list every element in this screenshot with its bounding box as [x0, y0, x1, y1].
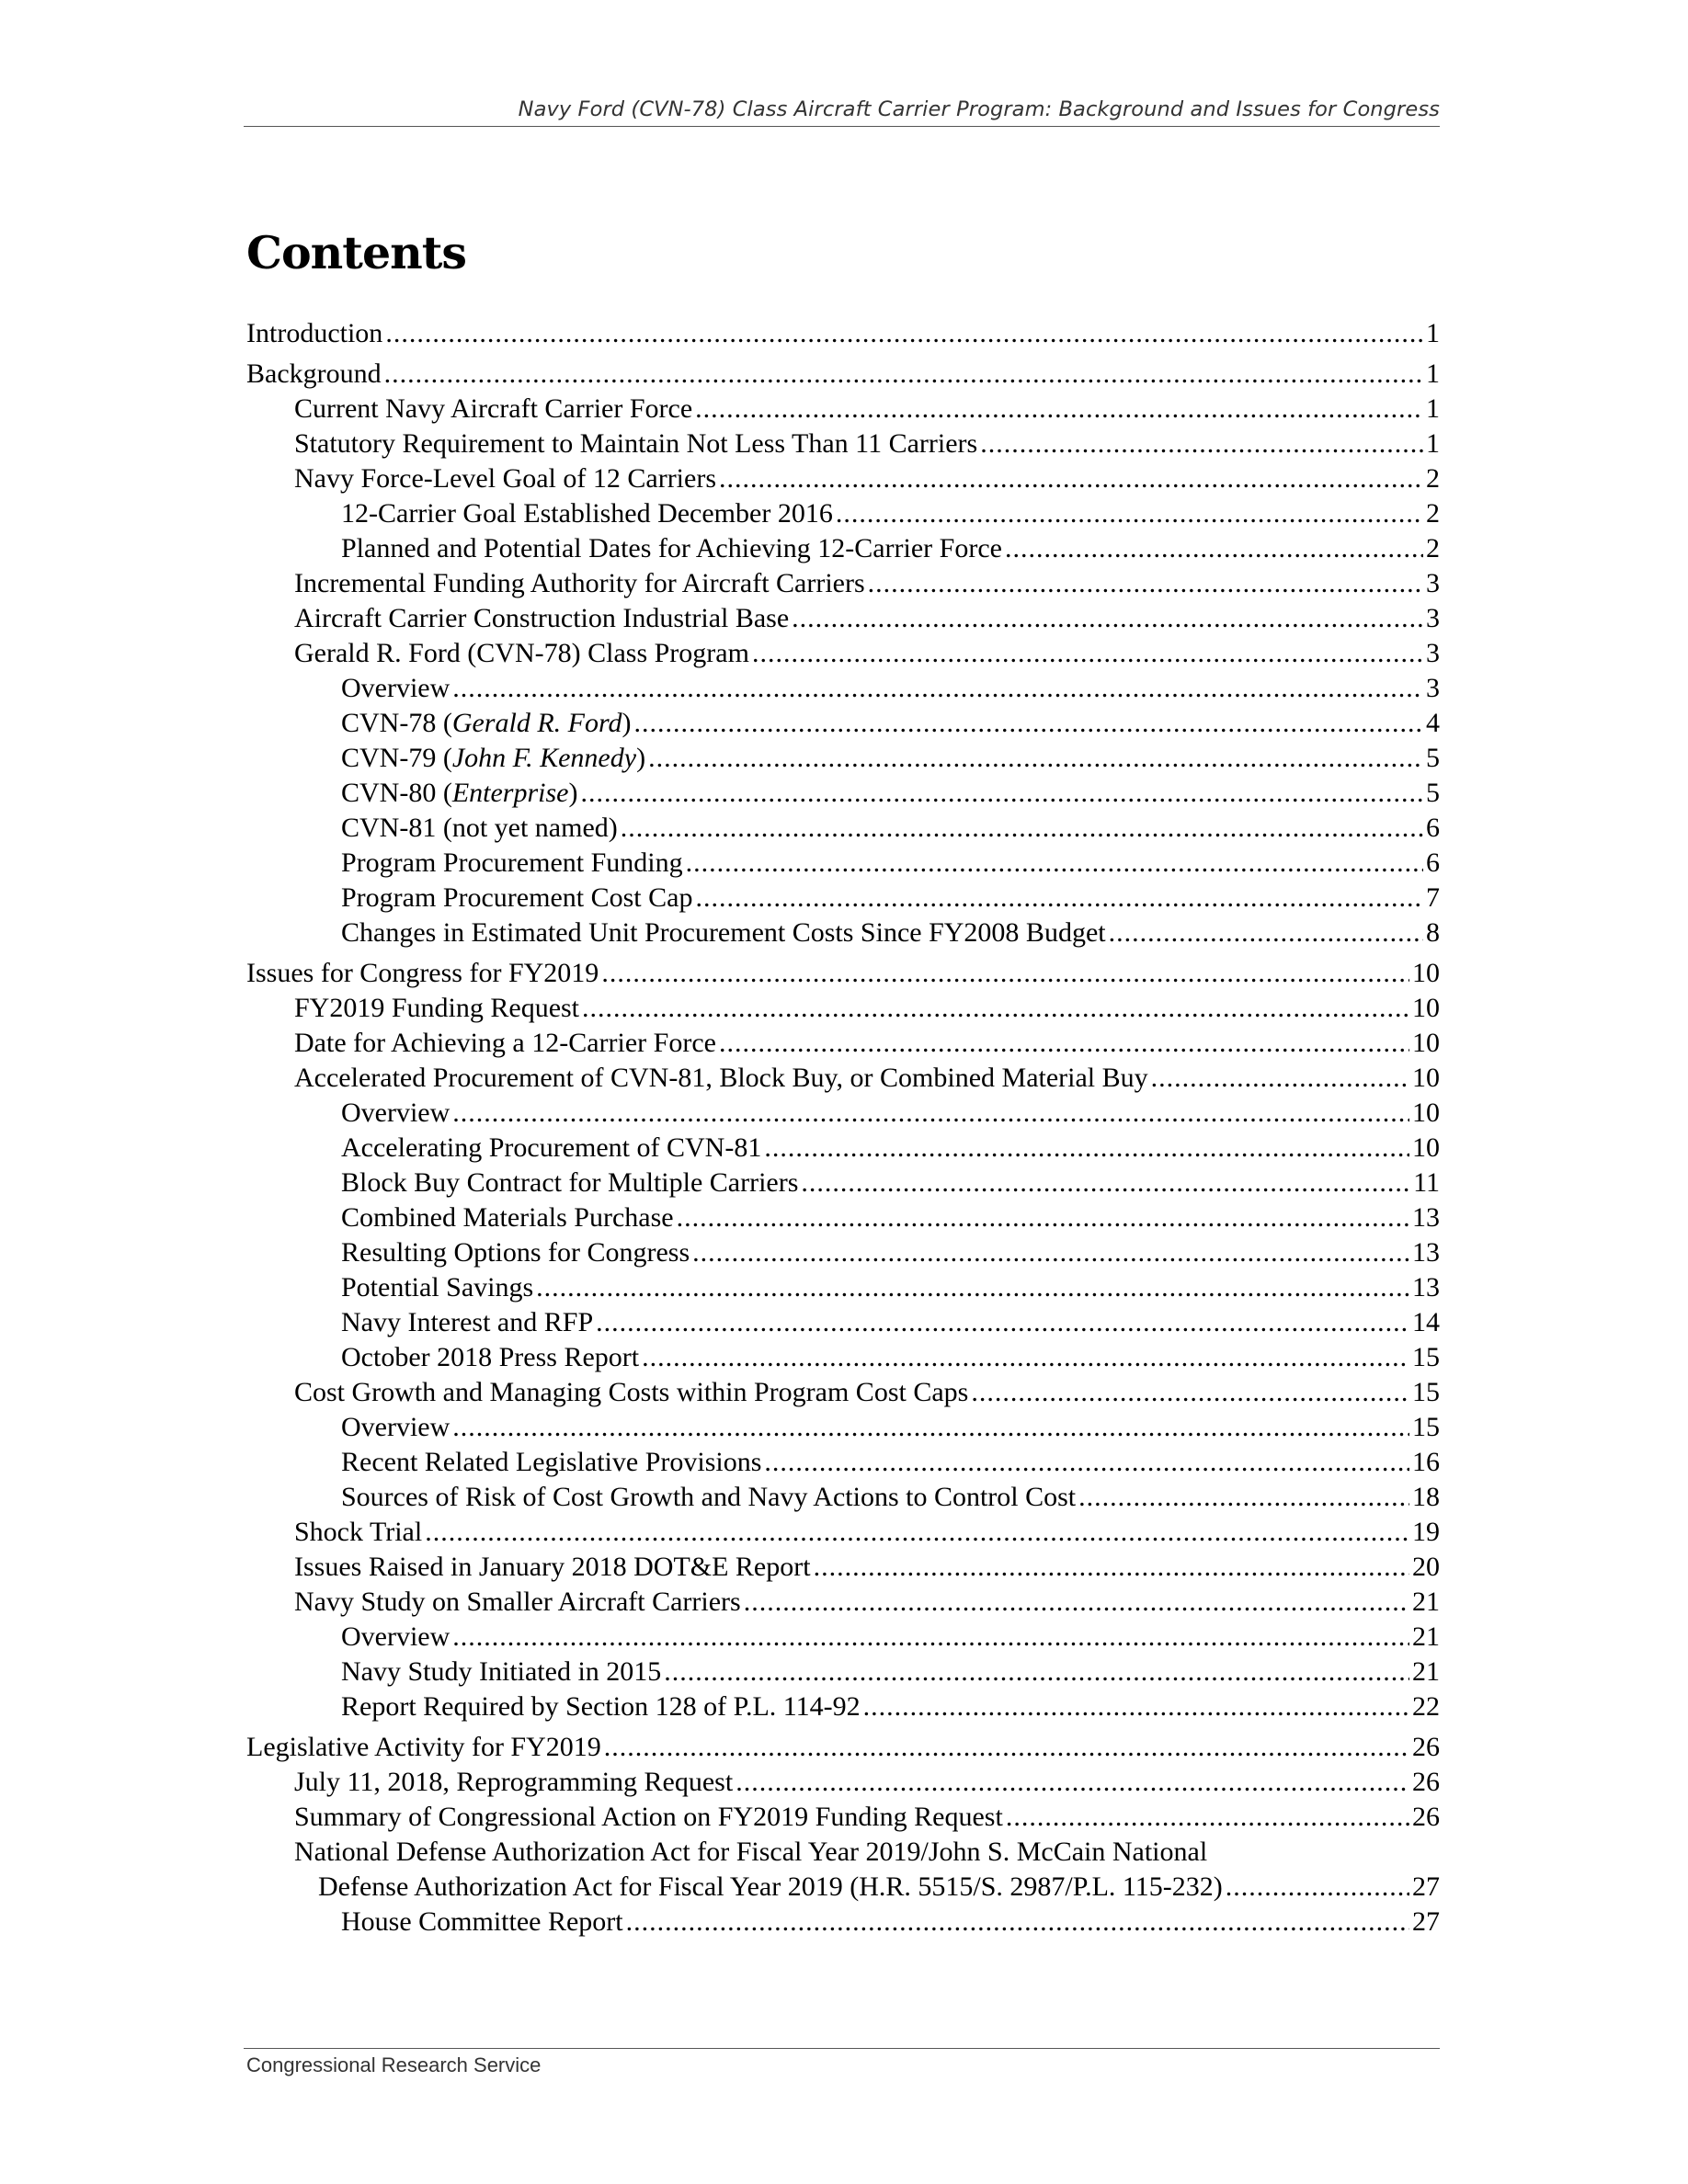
toc-dot-leader: [1006, 1800, 1409, 1835]
toc-entry-title: Overview: [341, 1098, 451, 1128]
toc-entry[interactable]: [246, 991, 1440, 1026]
toc-dot-leader: [1109, 916, 1423, 950]
toc-entry-title: House Committee Report: [341, 1906, 623, 1937]
toc-page-number: 1: [1426, 318, 1440, 348]
toc-entry[interactable]: [246, 1235, 1440, 1270]
toc-entry-title: Shock Trial: [294, 1517, 423, 1547]
toc-entry[interactable]: [246, 1480, 1440, 1515]
toc-page-number: 13: [1412, 1237, 1440, 1268]
toc-dot-leader: [452, 1620, 1409, 1655]
toc-entry-title: Resulting Options for Congress: [341, 1237, 690, 1268]
toc-entry[interactable]: [246, 881, 1440, 916]
toc-dot-leader: [582, 991, 1409, 1026]
toc-page-number: 15: [1412, 1377, 1440, 1407]
toc-entry-title: Issues for Congress for FY2019: [246, 958, 599, 988]
toc-page-number: 4: [1426, 708, 1440, 738]
toc-entry[interactable]: [246, 1835, 1440, 1870]
toc-entry[interactable]: [246, 1131, 1440, 1166]
toc-dot-leader: [736, 1765, 1409, 1800]
toc-page-number: 7: [1426, 882, 1440, 913]
toc-dot-leader: [814, 1550, 1409, 1585]
toc-dot-leader: [1226, 1870, 1409, 1905]
toc-entry[interactable]: [246, 706, 1440, 741]
toc-dot-leader: [604, 1730, 1409, 1765]
toc-entry[interactable]: [246, 1655, 1440, 1689]
toc-dot-leader: [536, 1270, 1409, 1305]
toc-entry[interactable]: [246, 1061, 1440, 1096]
toc-page-number: 5: [1426, 743, 1440, 773]
toc-page-number: 8: [1426, 917, 1440, 948]
footer-divider: [244, 2048, 1440, 2049]
toc-page-number: 21: [1412, 1587, 1440, 1617]
toc-page-number: 2: [1426, 463, 1440, 494]
toc-dot-leader: [764, 1445, 1409, 1480]
toc-page-number: 10: [1412, 1098, 1440, 1128]
toc-entry-title: Defense Authorization Act for Fiscal Year 2019 (H.R. 5515/S. 2987/P.L. 115-232): [318, 1871, 1223, 1902]
toc-entry-title: Statutory Requirement to Maintain Not Less Than 11 Carriers: [294, 428, 978, 459]
toc-entry-title: FY2019 Funding Request: [294, 993, 580, 1023]
toc-entry-title: Incremental Funding Authority for Aircraft Carriers: [294, 568, 865, 598]
toc-entry[interactable]: [246, 1375, 1440, 1410]
toc-entry[interactable]: [246, 496, 1440, 531]
toc-entry-title: Sources of Risk of Cost Growth and Navy Actions to Control Cost: [341, 1482, 1077, 1512]
toc-entry[interactable]: [246, 316, 1440, 351]
toc-entry[interactable]: [246, 1585, 1440, 1620]
toc-page-number: 27: [1412, 1906, 1440, 1937]
toc-entry-title: Block Buy Contract for Multiple Carriers: [341, 1167, 799, 1198]
toc-entry-title: Report Required by Section 128 of P.L. 114-92: [341, 1691, 861, 1722]
toc-entry[interactable]: [246, 671, 1440, 706]
toc-page-number: 13: [1412, 1202, 1440, 1233]
toc-entry-title: Navy Study on Smaller Aircraft Carriers: [294, 1587, 741, 1617]
toc-dot-leader: [695, 881, 1423, 916]
toc-entry[interactable]: [246, 846, 1440, 881]
toc-entry-title: Current Navy Aircraft Carrier Force: [294, 393, 693, 424]
toc-entry[interactable]: [246, 916, 1440, 950]
toc-page-number: 10: [1412, 958, 1440, 988]
toc-entry[interactable]: [246, 461, 1440, 496]
toc-dot-leader: [792, 601, 1423, 636]
toc-page-number: 3: [1426, 673, 1440, 703]
toc-dot-leader: [452, 671, 1423, 706]
toc-entry-title: CVN-80 (Enterprise): [341, 778, 578, 808]
toc-dot-leader: [695, 392, 1423, 427]
toc-entry-title: Potential Savings: [341, 1272, 534, 1302]
toc-entry-title: Planned and Potential Dates for Achieving 12-Carrier Force: [341, 533, 1002, 563]
toc-entry[interactable]: [246, 1730, 1440, 1765]
toc-entry-title: Issues Raised in January 2018 DOT&E Report: [294, 1552, 811, 1582]
toc-entry[interactable]: [246, 1620, 1440, 1655]
toc-entry-title: Date for Achieving a 12-Carrier Force: [294, 1028, 716, 1058]
toc-page-number: 19: [1412, 1517, 1440, 1547]
toc-dot-leader: [692, 1235, 1409, 1270]
toc-entry-title: October 2018 Press Report: [341, 1342, 640, 1372]
toc-entry[interactable]: [246, 601, 1440, 636]
toc-dot-leader: [452, 1410, 1409, 1445]
toc-entry[interactable]: [246, 531, 1440, 566]
toc-entry-title: Overview: [341, 1412, 451, 1442]
toc-entry-title: CVN-78 (Gerald R. Ford): [341, 708, 632, 738]
toc-entry[interactable]: [246, 357, 1440, 392]
toc-entry[interactable]: [246, 1689, 1440, 1724]
toc-entry[interactable]: [246, 1800, 1440, 1835]
toc-entry-title: Navy Interest and RFP: [341, 1307, 594, 1337]
toc-entry[interactable]: [246, 811, 1440, 846]
toc-dot-leader: [648, 741, 1423, 776]
toc-entry-title: Background: [246, 358, 382, 389]
toc-dot-leader: [677, 1200, 1409, 1235]
toc-dot-leader: [719, 1026, 1409, 1061]
toc-page-number: 26: [1412, 1732, 1440, 1762]
toc-page-number: 10: [1412, 1132, 1440, 1163]
toc-entry-title: Cost Growth and Managing Costs within Program Cost Caps: [294, 1377, 969, 1407]
page-title: Contents: [246, 226, 466, 279]
toc-page-number: 20: [1412, 1552, 1440, 1582]
toc-page-number: 21: [1412, 1621, 1440, 1652]
toc-dot-leader: [601, 956, 1409, 991]
toc-page-number: 6: [1426, 813, 1440, 843]
toc-page-number: 10: [1412, 1063, 1440, 1093]
toc-page-number: 3: [1426, 603, 1440, 633]
toc-dot-leader: [752, 636, 1423, 671]
toc-entry-title: Recent Related Legislative Provisions: [341, 1447, 762, 1477]
toc-entry[interactable]: [246, 1340, 1440, 1375]
toc-entry-title: Navy Force-Level Goal of 12 Carriers: [294, 463, 716, 494]
toc-dot-leader: [580, 776, 1423, 811]
toc-page-number: 18: [1412, 1482, 1440, 1512]
toc-entry-title: Program Procurement Funding: [341, 847, 683, 878]
toc-dot-leader: [634, 706, 1423, 741]
toc-entry[interactable]: [246, 1200, 1440, 1235]
table-of-contents: [246, 316, 1440, 1939]
toc-page-number: 3: [1426, 568, 1440, 598]
toc-page-number: 15: [1412, 1342, 1440, 1372]
toc-dot-leader: [836, 496, 1423, 531]
toc-entry-title: Aircraft Carrier Construction Industrial Base: [294, 603, 790, 633]
toc-dot-leader: [868, 566, 1423, 601]
toc-page-number: 6: [1426, 847, 1440, 878]
toc-page-number: 26: [1412, 1767, 1440, 1797]
toc-entry-title: CVN-81 (not yet named): [341, 813, 618, 843]
toc-dot-leader: [596, 1305, 1409, 1340]
toc-entry[interactable]: [246, 566, 1440, 601]
toc-page-number: 10: [1412, 1028, 1440, 1058]
toc-page-number: 1: [1426, 393, 1440, 424]
toc-entry-title: CVN-79 (John F. Kennedy): [341, 743, 646, 773]
toc-entry-title: Accelerating Procurement of CVN-81: [341, 1132, 762, 1163]
toc-entry-title: Overview: [341, 673, 451, 703]
toc-dot-leader: [642, 1340, 1409, 1375]
toc-entry-title: Legislative Activity for FY2019: [246, 1732, 601, 1762]
toc-entry-title: Gerald R. Ford (CVN-78) Class Program: [294, 638, 749, 668]
toc-entry[interactable]: [246, 1445, 1440, 1480]
toc-dot-leader: [1078, 1480, 1409, 1515]
toc-dot-leader: [621, 811, 1423, 846]
toc-entry[interactable]: [246, 1166, 1440, 1200]
toc-entry[interactable]: [246, 1096, 1440, 1131]
toc-entry[interactable]: [246, 1270, 1440, 1305]
toc-entry-title: Summary of Congressional Action on FY2019 Funding Request: [294, 1802, 1003, 1832]
toc-page-number: 21: [1412, 1656, 1440, 1687]
toc-dot-leader: [686, 846, 1423, 881]
toc-page-number: 10: [1412, 993, 1440, 1023]
toc-entry-title: Navy Study Initiated in 2015: [341, 1656, 662, 1687]
toc-dot-leader: [744, 1585, 1409, 1620]
toc-entry[interactable]: [246, 1870, 1440, 1905]
toc-page-number: 11: [1413, 1167, 1440, 1198]
toc-page-number: 22: [1412, 1691, 1440, 1722]
toc-dot-leader: [980, 427, 1423, 461]
toc-page-number: 27: [1412, 1871, 1440, 1902]
toc-entry[interactable]: [246, 1515, 1440, 1550]
toc-entry[interactable]: [246, 1305, 1440, 1340]
toc-dot-leader: [384, 357, 1423, 392]
header-divider: [244, 126, 1440, 127]
toc-dot-leader: [764, 1131, 1409, 1166]
toc-entry-title: Combined Materials Purchase: [341, 1202, 674, 1233]
toc-dot-leader: [664, 1655, 1409, 1689]
toc-dot-leader: [801, 1166, 1410, 1200]
toc-page-number: 1: [1426, 428, 1440, 459]
toc-entry-title: Program Procurement Cost Cap: [341, 882, 693, 913]
toc-entry-title: Accelerated Procurement of CVN-81, Block Buy, or Combined Material Buy: [294, 1063, 1148, 1093]
toc-dot-leader: [971, 1375, 1409, 1410]
toc-dot-leader: [1151, 1061, 1409, 1096]
toc-entry-title: Overview: [341, 1621, 451, 1652]
toc-dot-leader: [626, 1905, 1409, 1939]
toc-dot-leader: [1005, 531, 1423, 566]
toc-dot-leader: [385, 316, 1423, 351]
toc-page-number: 3: [1426, 638, 1440, 668]
toc-page-number: 16: [1412, 1447, 1440, 1477]
toc-entry[interactable]: [246, 1026, 1440, 1061]
toc-entry[interactable]: [246, 636, 1440, 671]
toc-entry[interactable]: [246, 1550, 1440, 1585]
toc-page-number: 26: [1412, 1802, 1440, 1832]
toc-entry[interactable]: [246, 741, 1440, 776]
toc-dot-leader: [425, 1515, 1409, 1550]
toc-entry-title: Changes in Estimated Unit Procurement Costs Since FY2008 Budget: [341, 917, 1106, 948]
toc-entry[interactable]: [246, 427, 1440, 461]
toc-dot-leader: [452, 1096, 1409, 1131]
toc-entry-title: 12-Carrier Goal Established December 2016: [341, 498, 833, 529]
running-header: Navy Ford (CVN-78) Class Aircraft Carrier Program: Background and Issues for Congress: [518, 97, 1440, 121]
toc-page-number: 13: [1412, 1272, 1440, 1302]
toc-page-number: 5: [1426, 778, 1440, 808]
toc-dot-leader: [719, 461, 1423, 496]
toc-page-number: 2: [1426, 498, 1440, 529]
toc-entry[interactable]: [246, 392, 1440, 427]
toc-page-number: 2: [1426, 533, 1440, 563]
toc-entry[interactable]: [246, 776, 1440, 811]
toc-page-number: 14: [1412, 1307, 1440, 1337]
toc-page-number: 15: [1412, 1412, 1440, 1442]
footer-label: Congressional Research Service: [246, 2053, 542, 2076]
toc-dot-leader: [863, 1689, 1409, 1724]
toc-entry-title: July 11, 2018, Reprogramming Request: [294, 1767, 734, 1797]
toc-page-number: 1: [1426, 358, 1440, 389]
toc-entry[interactable]: [246, 956, 1440, 991]
toc-entry[interactable]: [246, 1765, 1440, 1800]
toc-entry[interactable]: [246, 1905, 1440, 1939]
toc-entry-title: National Defense Authorization Act for Fiscal Year 2019/John S. McCain National: [294, 1837, 1208, 1867]
toc-entry-title: Introduction: [246, 318, 383, 348]
toc-entry[interactable]: [246, 1410, 1440, 1445]
